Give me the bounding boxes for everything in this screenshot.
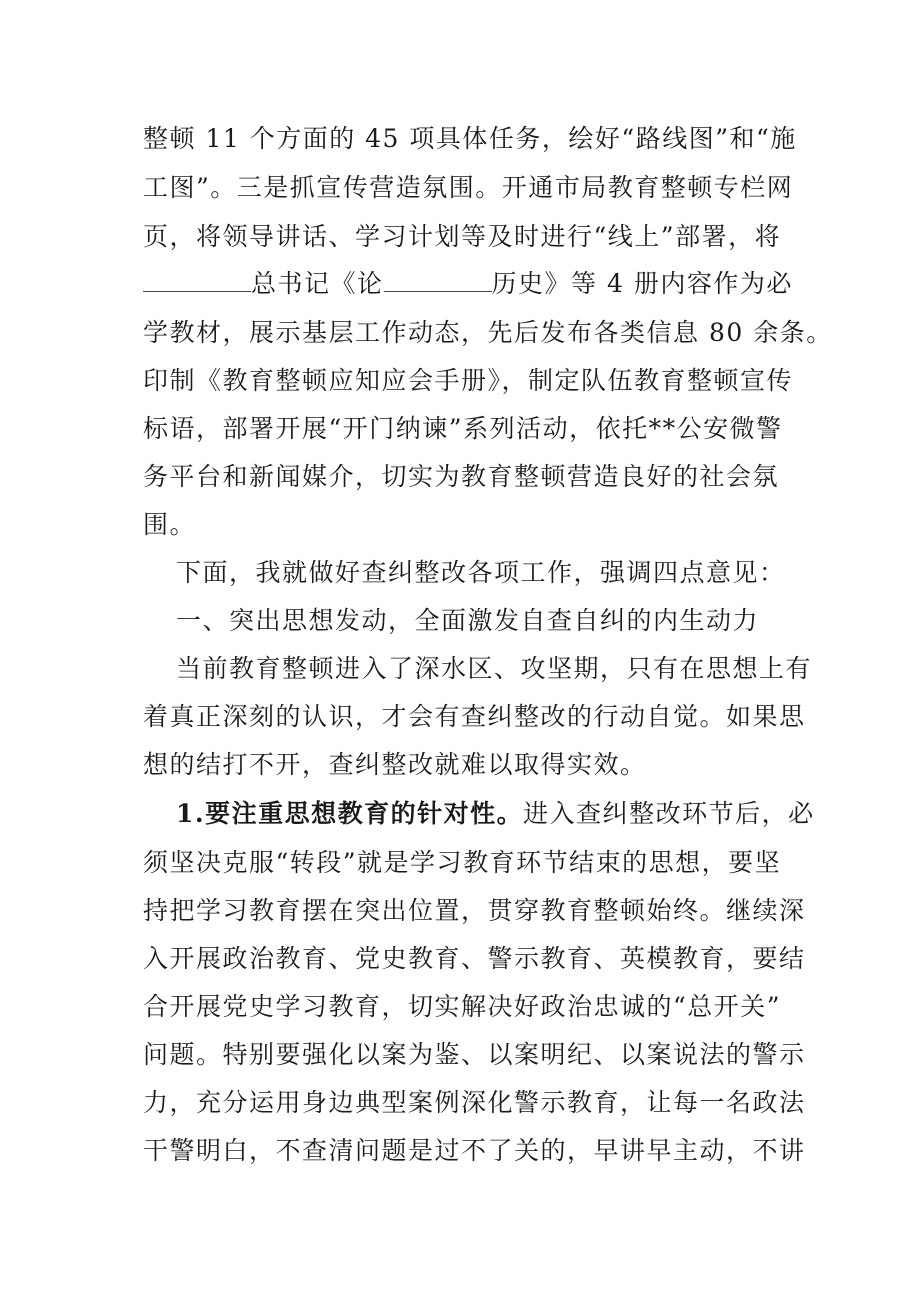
paragraph3-line2: 须坚决克服“转段”就是学习教育环节结束的思想，要坚 (143, 848, 782, 877)
paragraph1-line8: 务平台和新闻媒介，切实为教育整顿营造良好的社会氛 (143, 462, 780, 491)
paragraph1-line3: 页，将领导讲话、学习计划等及时进行“线上”部署，将 (143, 222, 782, 251)
redacted-blank (143, 269, 251, 292)
paragraph1-line1: 整顿 11 个方面的 45 项具体任务，绘好“路线图”和“施 (143, 124, 797, 153)
paragraph2-line2: 着真正深刻的认识，才会有查纠整改的行动自觉。如果思 (143, 702, 806, 731)
paragraph2-line3: 想的结打不开，查纠整改就难以取得实效。 (143, 750, 647, 779)
paragraph1-line2: 工图”。三是抓宣传营造氛围。开通市局教育整顿专栏网 (143, 173, 794, 202)
subheading-bold-lead: 1.要注重思想教育的针对性。 (176, 799, 524, 828)
paragraph1-line5: 学教材，展示基层工作动态，先后发布各类信息 80 余条。 (143, 318, 833, 347)
paragraph1-line7: 标语，部署开展“开门纳谏”系列活动，依托**公安微警 (143, 414, 783, 443)
paragraph1-line6: 印制《教育整顿应知应会手册》，制定队伍教育整顿宣传 (143, 366, 794, 395)
intro-line: 下面，我就做好查纠整改各项工作，强调四点意见： (176, 558, 786, 587)
paragraph3-line3: 持把学习教育摆在突出位置，贯穿教育整顿始终。继续深 (143, 896, 806, 925)
paragraph3-line4: 入开展政治教育、党史教育、警示教育、英模教育，要结 (143, 944, 806, 973)
paragraph3-line5: 合开展党史学习教育，切实解决好政治忠诚的“总开关” (143, 992, 782, 1021)
paragraph2-line1: 当前教育整顿进入了深水区、攻坚期，只有在思想上有 (176, 654, 813, 683)
paragraph1-line9: 围。 (143, 510, 197, 539)
paragraph3-line1 (176, 799, 815, 829)
section-heading-1: 一、突出思想发动，全面激发自查自纠的内生动力 (176, 606, 760, 635)
paragraph3-line6: 问题。特别要强化以案为鉴、以案明纪、以案说法的警示 (143, 1040, 806, 1069)
line4-text-a: 总书记《论 (251, 269, 384, 298)
paragraph1-line4 (143, 269, 793, 299)
paragraph3-line8: 干警明白，不查清问题是过不了关的，早讲早主动，不讲 (143, 1136, 806, 1165)
line4-text-b: 历史》等 4 册内容作为必 (491, 269, 793, 298)
redacted-blank (384, 269, 492, 292)
paragraph3-line7: 力，充分运用身边典型案例深化警示教育，让每一名政法 (143, 1088, 806, 1117)
paragraph3-line1-rest: 进入查纠整改环节后，必 (523, 799, 815, 828)
